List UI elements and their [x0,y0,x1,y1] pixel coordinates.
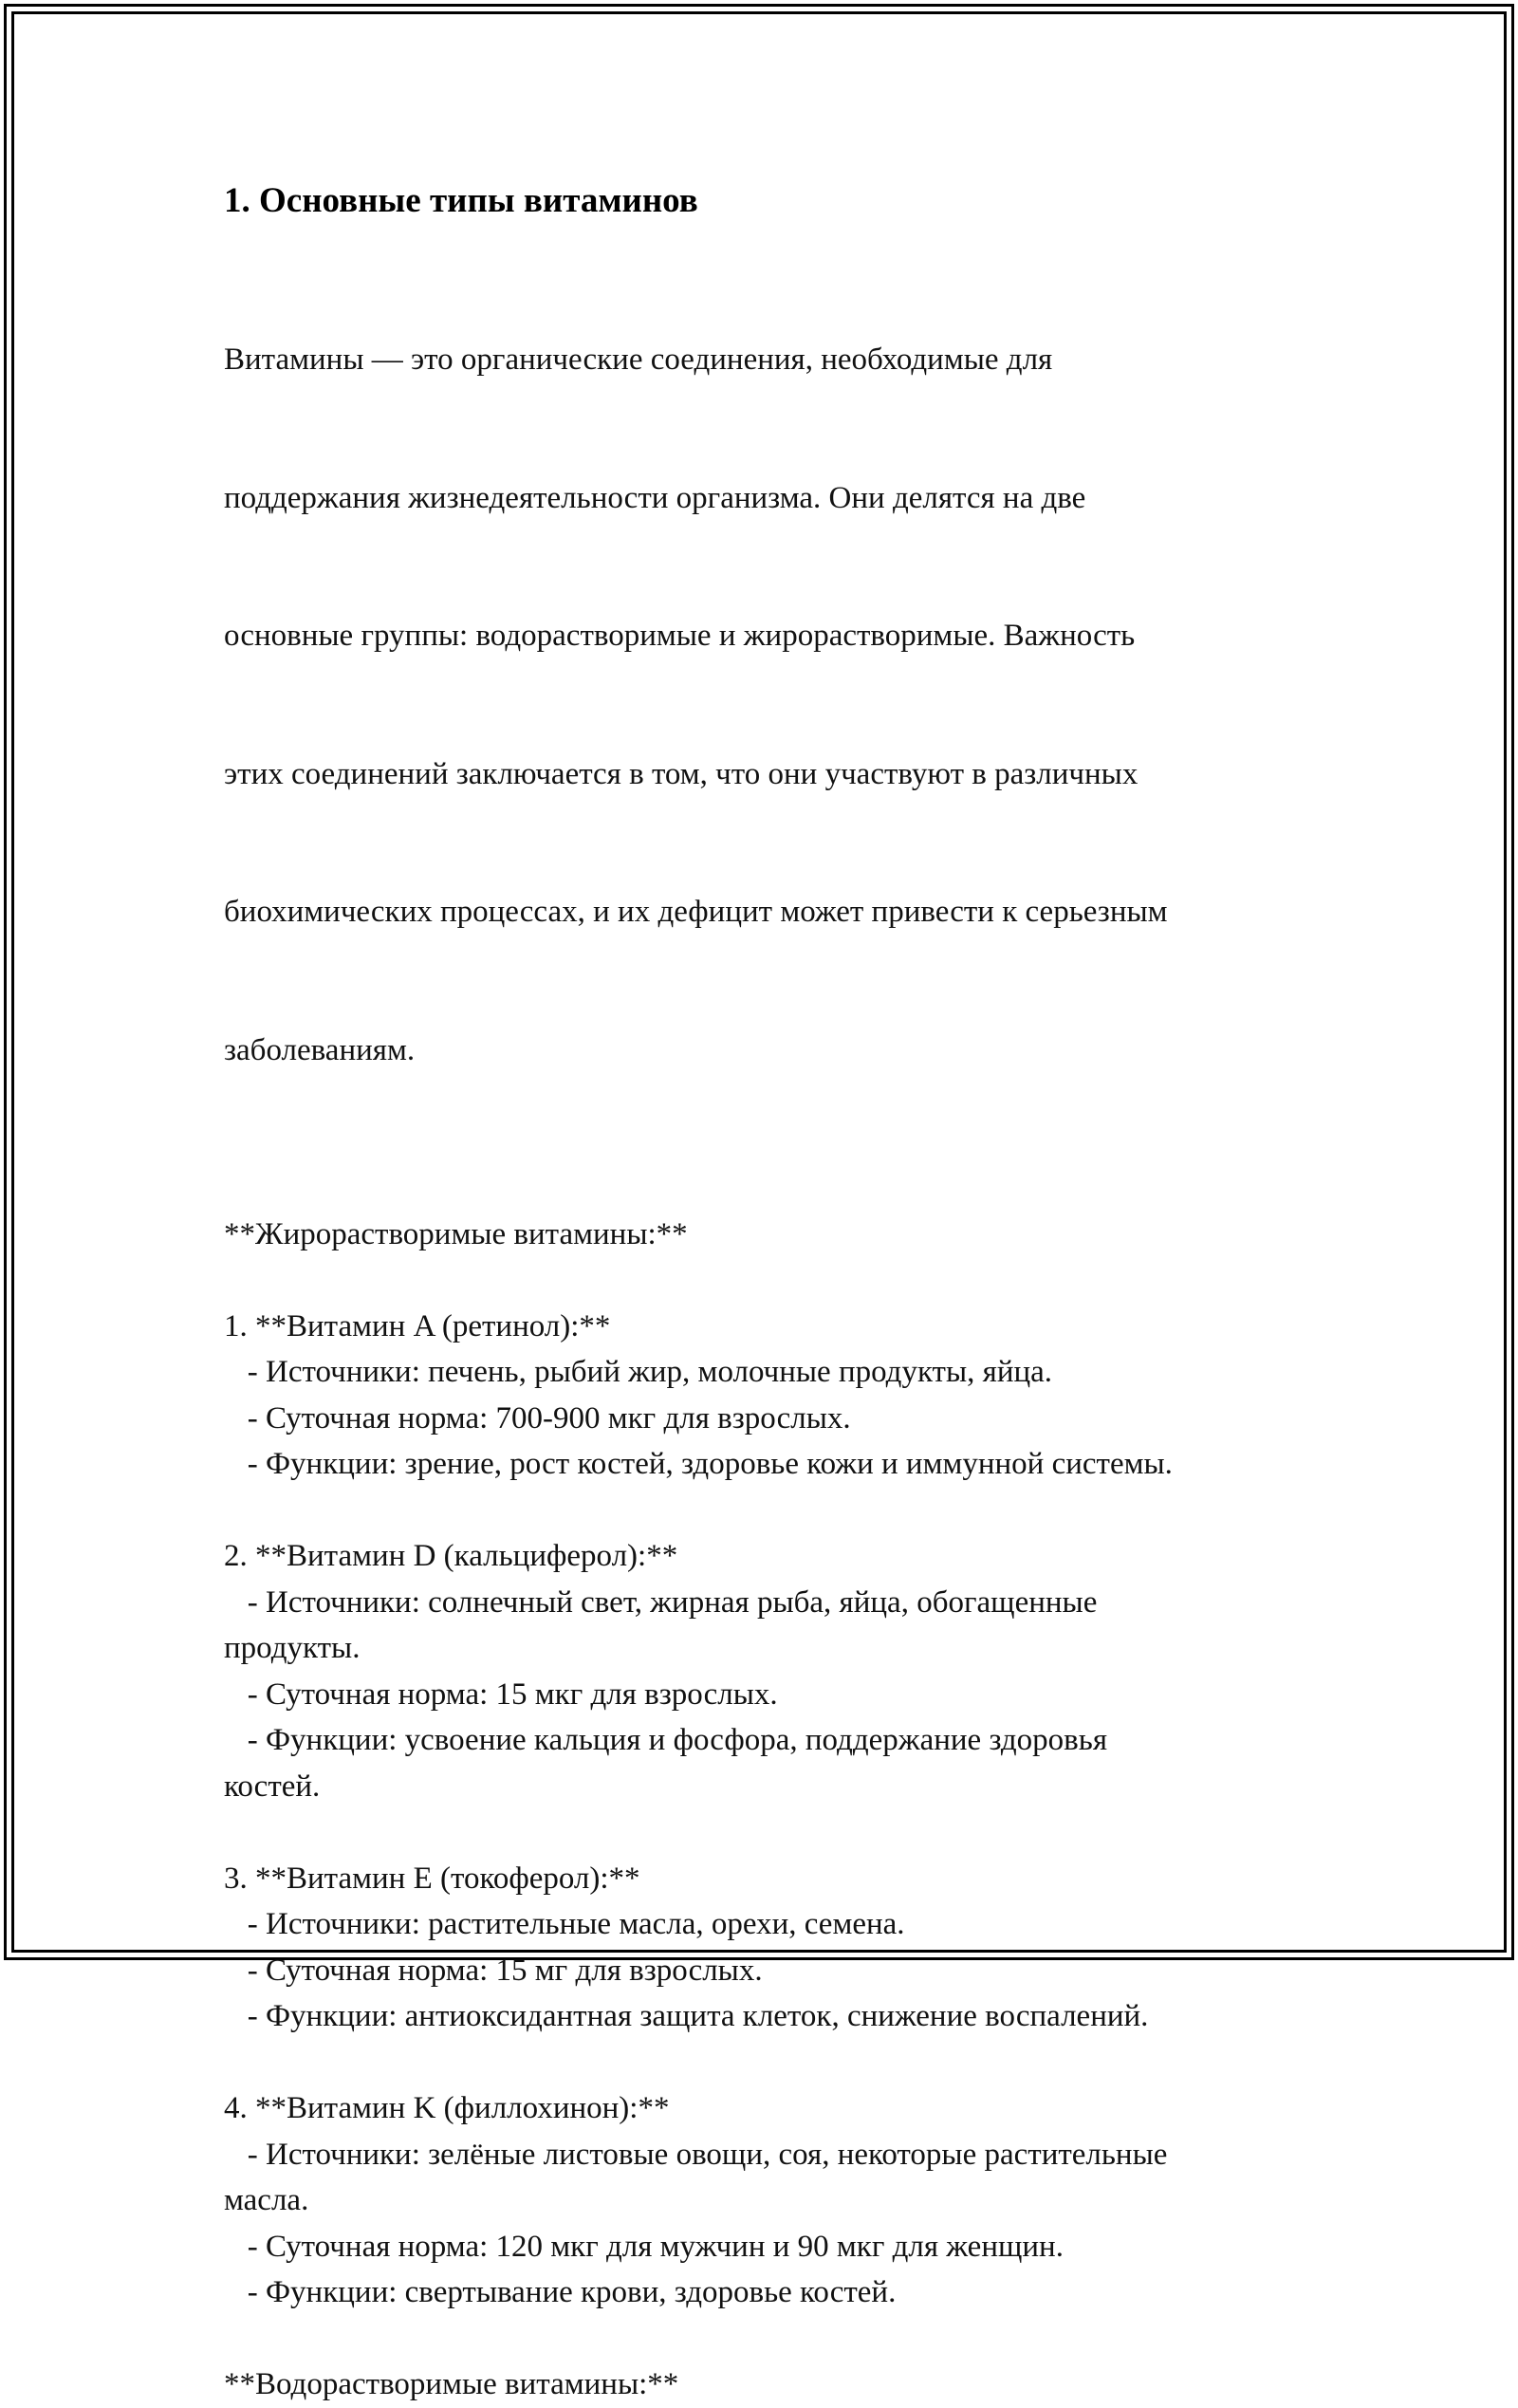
vitamin-detail-line: костей. [224,1769,321,1804]
fat-soluble-header: **Жирорастворимые витамины:** [224,1216,688,1251]
blank-line [224,2040,1343,2086]
vitamin-e-block [224,1856,1343,2040]
vitamin-title: 2. **Витамин D (кальциферол):** [224,1539,678,1573]
blank-line [224,1809,1343,1856]
vitamin-title: 4. **Витамин K (филлохинон):** [224,2091,670,2125]
vitamin-k-block [224,2085,1343,2316]
intro-line: заболеваниям. [224,1032,416,1067]
blank-line [224,1165,1343,1212]
section-heading: 1. Основные типы витаминов [224,181,698,220]
vitamin-detail-line: - Источники: растительные масла, орехи, семена. [224,1907,905,1941]
vitamin-detail-line: масла. [224,2183,309,2217]
vitamin-detail-line: - Источники: зелёные листовые овощи, соя, некоторые растительные [224,2137,1168,2172]
intro-line: основные группы: водорастворимые и жирорастворимые. Важность [224,619,1136,653]
vitamin-detail-line: - Функции: усвоение кальция и фосфора, поддержание здоровья [224,1723,1107,1757]
intro-line: поддержания жизнедеятельности организма. Они делятся на две [224,480,1086,515]
vitamin-detail-line: - Функции: зрение, рост костей, здоровье кожи и иммунной системы. [224,1447,1173,1481]
vitamin-detail-line: - Источники: печень, рыбий жир, молочные продукты, яйца. [224,1355,1053,1389]
intro-paragraph [224,245,1343,1165]
vitamin-a-block [224,1304,1343,1488]
vitamin-detail-line: продукты. [224,1631,361,1665]
intro-line: этих соединений заключается в том, что они участвуют в различных [224,756,1138,791]
vitamin-detail-line: - Суточная норма: 15 мкг для взрослых. [224,1676,778,1712]
vitamin-detail-line: - Суточная норма: 15 мг для взрослых. [224,1953,763,1988]
vitamin-title: 1. **Витамин A (ретинол):** [224,1308,611,1343]
intro-line: биохимических процессах, и их дефицит может привести к серьезным [224,895,1168,929]
blank-line [224,1488,1343,1534]
vitamin-detail-line: - Функции: антиоксидантная защита клеток, снижение воспалений. [224,1999,1149,2033]
vitamin-title: 3. **Витамин E (токоферол):** [224,1861,640,1896]
water-soluble-header: **Водорастворимые витамины:** [224,2367,679,2401]
vitamin-d-block [224,1533,1343,1809]
vitamin-detail-line: - Суточная норма: 700-900 мкг для взрослых. [224,1400,851,1436]
document-body [224,176,1343,2408]
vitamin-detail-line: - Суточная норма: 120 мкг для мужчин и 90 мкг для женщин. [224,2229,1064,2264]
vitamin-detail-line: - Функции: свертывание крови, здоровье костей. [224,2275,897,2309]
vitamin-detail-line: - Источники: солнечный свет, жирная рыба, яйца, обогащенные [224,1584,1098,1620]
intro-line: Витамины — это органические соединения, необходимые для [224,343,1053,377]
blank-line [224,1257,1343,1304]
blank-line [224,2316,1343,2362]
